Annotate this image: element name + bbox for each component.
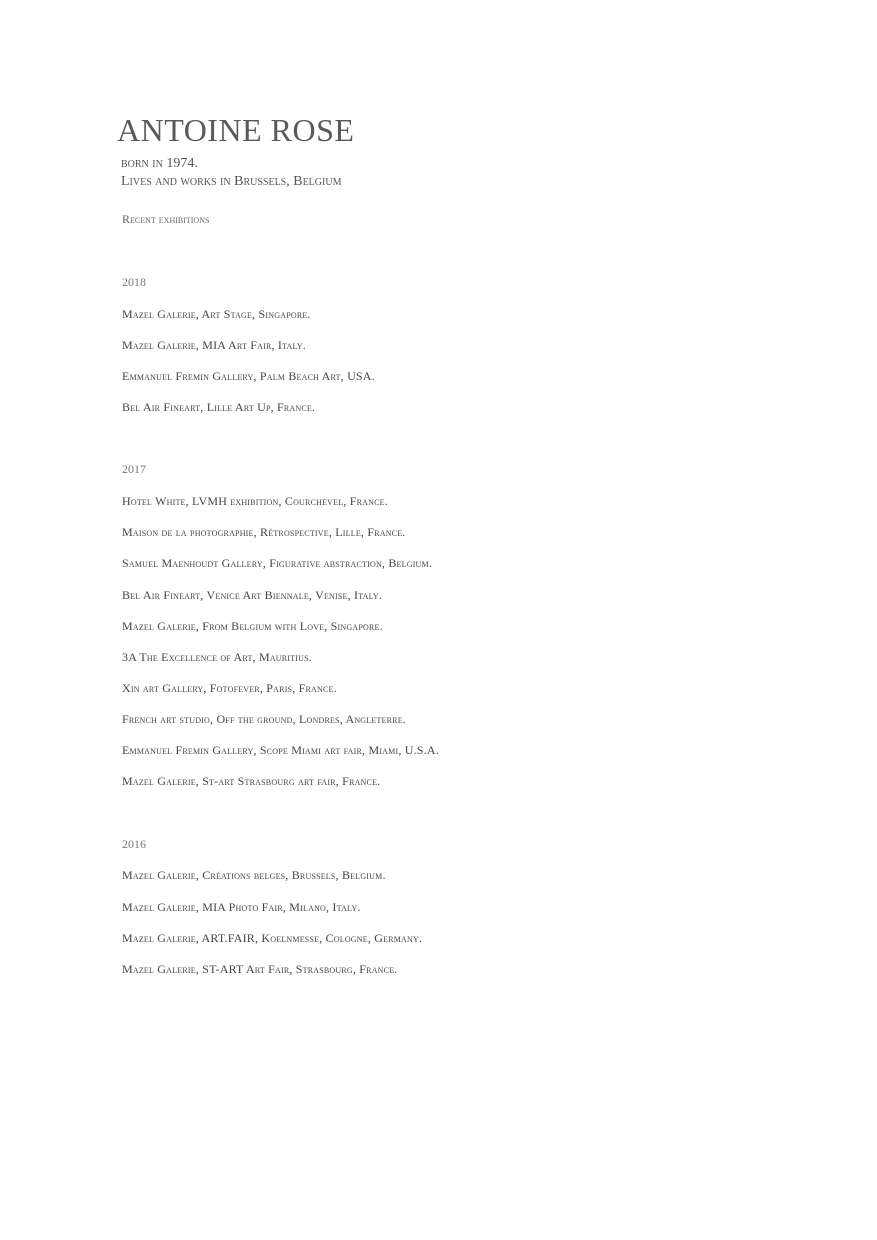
year-heading: 2018 bbox=[122, 275, 146, 289]
exhibition-entry: Mazel Galerie, From Belgium with Love, Singapore. bbox=[122, 619, 383, 633]
exhibition-entry: Mazel Galerie, ST-ART Art Fair, Strasbourg, France. bbox=[122, 962, 398, 976]
exhibition-entry: 3A The Excellence of Art, Mauritius. bbox=[122, 650, 312, 664]
exhibition-entry: French art studio, Off the ground, Londres, Angleterre. bbox=[122, 712, 406, 726]
exhibition-entry: Mazel Galerie, MIA Photo Fair, Milano, Italy. bbox=[122, 900, 361, 914]
exhibition-entry: Bel Air Fineart, Venice Art Biennale, Venise, Italy. bbox=[122, 588, 383, 602]
artist-name: ANTOINE ROSE bbox=[117, 112, 355, 148]
artist-born: born in 1974. bbox=[121, 156, 198, 171]
exhibition-entry: Bel Air Fineart, Lille Art Up, France. bbox=[122, 400, 316, 414]
year-heading: 2016 bbox=[122, 837, 146, 851]
exhibition-entry: Maison de la photographie, Rétrospective, Lille, France. bbox=[122, 525, 406, 539]
exhibition-entry: Mazel Galerie, Art Stage, Singapore. bbox=[122, 307, 311, 321]
section-title: Recent exhibitions bbox=[122, 212, 210, 226]
exhibition-entry: Xin art Gallery, Fotofever, Paris, France. bbox=[122, 681, 337, 695]
exhibition-entry: Mazel Galerie, ART.FAIR, Koelnmesse, Cologne, Germany. bbox=[122, 931, 423, 945]
exhibition-entry: Mazel Galerie, St-art Strasbourg art fair, France. bbox=[122, 774, 381, 788]
exhibition-entry: Hotel White, LVMH exhibition, Courchevel, France. bbox=[122, 494, 388, 508]
exhibition-entry: Mazel Galerie, Créations belges, Brussels, Belgium. bbox=[122, 868, 386, 882]
exhibition-entry: Emmanuel Fremin Gallery, Scope Miami art fair, Miami, U.S.A. bbox=[122, 743, 439, 757]
exhibition-entry: Emmanuel Fremin Gallery, Palm Beach Art, USA. bbox=[122, 369, 375, 383]
exhibition-entry: Mazel Galerie, MIA Art Fair, Italy. bbox=[122, 338, 306, 352]
year-heading: 2017 bbox=[122, 462, 146, 476]
artist-residence: Lives and works in Brussels, Belgium bbox=[121, 174, 342, 189]
exhibition-entry: Samuel Maenhoudt Gallery, Figurative abstraction, Belgium. bbox=[122, 556, 433, 570]
